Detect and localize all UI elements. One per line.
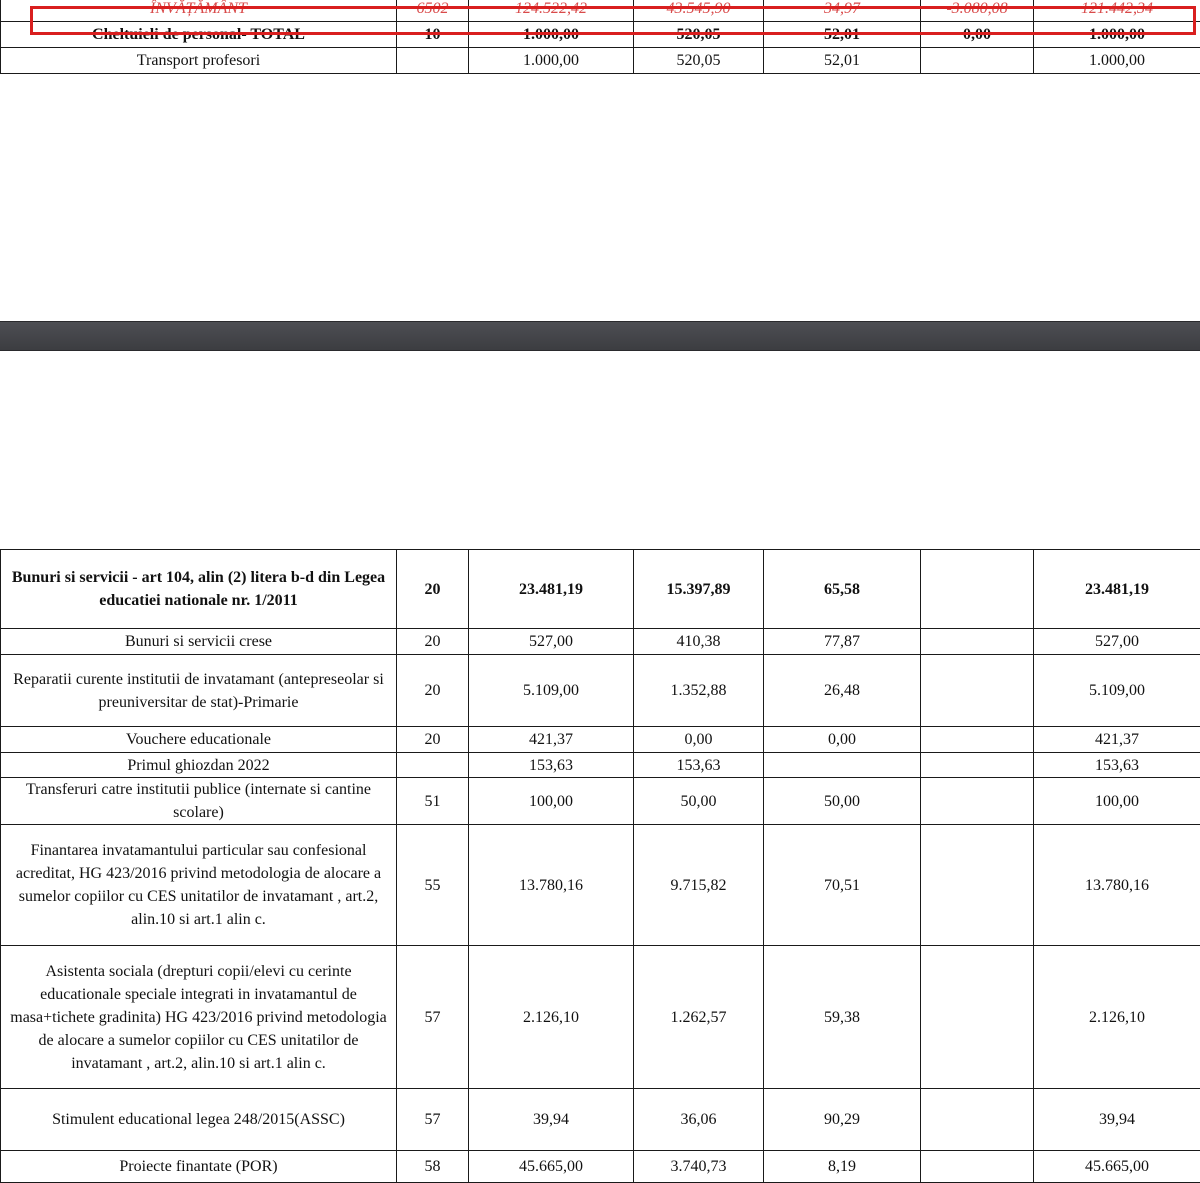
row-initial-value: 100,00 [469,778,634,825]
table-row [1,727,1200,753]
row-change [921,825,1034,946]
row-executed-value: 153,63 [634,753,764,778]
row-percent: 50,00 [764,778,921,825]
section-divider-bar [0,321,1200,351]
table-row [1,550,1200,629]
row-final-value: 2.126,10 [1034,946,1200,1089]
row-label: Transport profesori [1,47,397,73]
row-final-value: 1.000,00 [1034,47,1200,73]
row-label: Vouchere educationale [1,727,397,753]
row-executed-value: 9.715,82 [634,825,764,946]
row-label: Transferuri catre institutii publice (internate si cantine scolare) [1,778,397,825]
row-initial-value: 39,94 [469,1089,634,1151]
row-final-value: 100,00 [1034,778,1200,825]
table-row [1,1089,1200,1151]
row-label: Finantarea invatamantului particular sau confesional acreditat, HG 423/2016 privind metodologia de alocare a sumelor copiilor cu CES unitatilor de invatamant , art.2, alin.10 si art.1 alin c. [1,825,397,946]
table-row [1,778,1200,825]
row-percent: 90,29 [764,1089,921,1151]
budget-table-top [0,0,1200,74]
row-percent [764,753,921,778]
row-initial-value: 45.665,00 [469,1151,634,1183]
row-label: ÎNVĂȚĂMÂNT [1,0,397,21]
row-change: -3.080,08 [921,0,1034,21]
row-final-value: 153,63 [1034,753,1200,778]
row-percent: 77,87 [764,629,921,655]
row-percent: 65,58 [764,550,921,629]
row-change [921,1089,1034,1151]
row-change [921,550,1034,629]
table-row [1,655,1200,727]
row-code [397,47,469,73]
row-change [921,655,1034,727]
row-code: 6502 [397,0,469,21]
row-initial-value: 23.481,19 [469,550,634,629]
table-row [1,753,1200,778]
row-final-value: 23.481,19 [1034,550,1200,629]
row-code [397,753,469,778]
row-executed-value: 520,05 [634,21,764,47]
row-change [921,629,1034,655]
row-change [921,727,1034,753]
row-code: 20 [397,550,469,629]
row-initial-value: 1.000,00 [469,47,634,73]
row-initial-value: 2.126,10 [469,946,634,1089]
row-code: 57 [397,946,469,1089]
row-final-value: 421,37 [1034,727,1200,753]
row-change [921,1151,1034,1183]
row-label: Stimulent educational legea 248/2015(ASSC) [1,1089,397,1151]
row-executed-value: 36,06 [634,1089,764,1151]
row-percent: 34,97 [764,0,921,21]
row-label: Cheltuieli de personal- TOTAL [1,21,397,47]
row-label: Proiecte finantate (POR) [1,1151,397,1183]
row-code: 20 [397,629,469,655]
row-change [921,47,1034,73]
row-code: 58 [397,1151,469,1183]
row-label: Primul ghiozdan 2022 [1,753,397,778]
row-initial-value: 124.522,42 [469,0,634,21]
row-final-value: 121.442,34 [1034,0,1200,21]
row-executed-value: 410,38 [634,629,764,655]
table-row [1,0,1200,21]
row-change [921,778,1034,825]
row-final-value: 5.109,00 [1034,655,1200,727]
row-final-value: 45.665,00 [1034,1151,1200,1183]
row-change: 0,00 [921,21,1034,47]
row-initial-value: 13.780,16 [469,825,634,946]
row-executed-value: 3.740,73 [634,1151,764,1183]
table-row [1,946,1200,1089]
row-percent: 59,38 [764,946,921,1089]
row-code: 20 [397,655,469,727]
row-executed-value: 0,00 [634,727,764,753]
row-percent: 0,00 [764,727,921,753]
row-label: Reparatii curente institutii de invatamant (antepreseolar si preuniversitar de stat)-Primarie [1,655,397,727]
row-code: 57 [397,1089,469,1151]
row-executed-value: 15.397,89 [634,550,764,629]
budget-table-bottom [0,549,1200,1183]
row-final-value: 1.000,00 [1034,21,1200,47]
row-final-value: 527,00 [1034,629,1200,655]
table-row [1,629,1200,655]
row-code: 10 [397,21,469,47]
row-initial-value: 527,00 [469,629,634,655]
row-label: Bunuri si servicii - art 104, alin (2) litera b-d din Legea educatiei nationale nr. 1/2011 [1,550,397,629]
row-initial-value: 421,37 [469,727,634,753]
row-initial-value: 1.000,00 [469,21,634,47]
row-percent: 52,01 [764,47,921,73]
row-percent: 70,51 [764,825,921,946]
row-change [921,946,1034,1089]
row-percent: 8,19 [764,1151,921,1183]
row-executed-value: 43.545,90 [634,0,764,21]
row-code: 51 [397,778,469,825]
row-executed-value: 1.262,57 [634,946,764,1089]
row-final-value: 13.780,16 [1034,825,1200,946]
row-final-value: 39,94 [1034,1089,1200,1151]
row-code: 55 [397,825,469,946]
table-row [1,47,1200,73]
row-change [921,753,1034,778]
row-label: Bunuri si servicii crese [1,629,397,655]
row-executed-value: 1.352,88 [634,655,764,727]
row-code: 20 [397,727,469,753]
row-initial-value: 5.109,00 [469,655,634,727]
row-percent: 52,01 [764,21,921,47]
table-row [1,1151,1200,1183]
row-percent: 26,48 [764,655,921,727]
row-initial-value: 153,63 [469,753,634,778]
table-row [1,825,1200,946]
table-row [1,21,1200,47]
row-executed-value: 520,05 [634,47,764,73]
row-executed-value: 50,00 [634,778,764,825]
row-label: Asistenta sociala (drepturi copii/elevi cu cerinte educationale speciale integrati in invatamantul de masa+tichete gradinita) HG 423/2016 privind metodologia de alocare a sumelor copiilor cu CES unitatilor de invatamant , art.2, alin.10 si art.1 alin c. [1,946,397,1089]
